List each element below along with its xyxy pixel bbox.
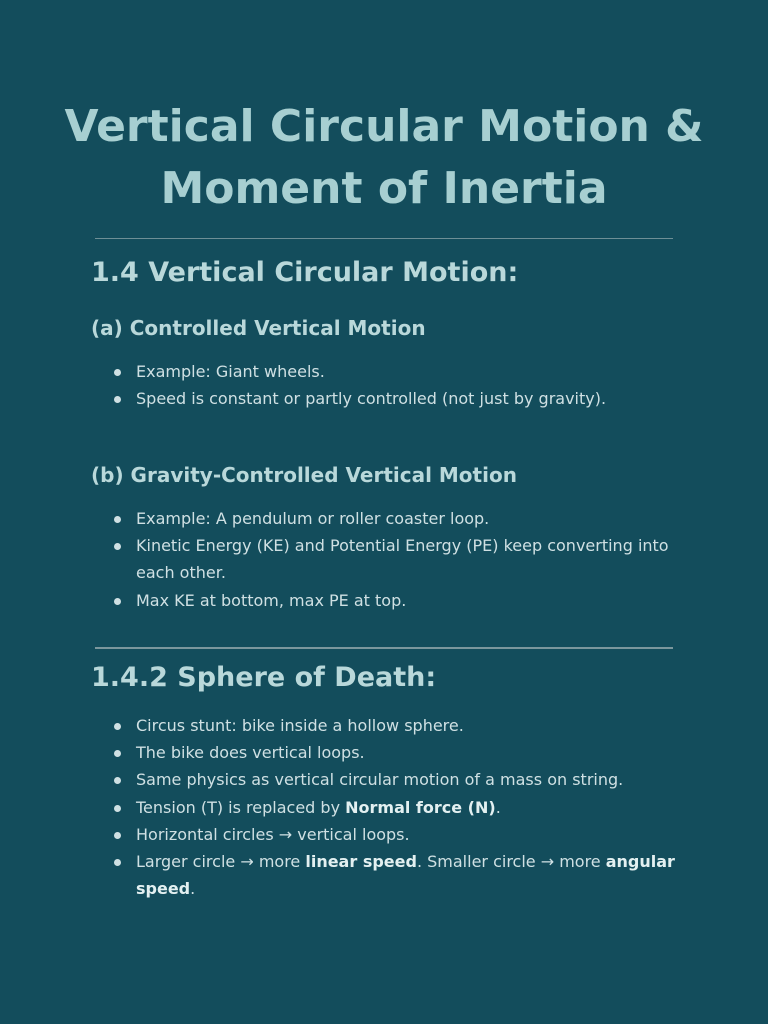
page-title: [0, 96, 768, 220]
list-item-text: The bike does vertical loops.: [136, 743, 365, 763]
list-item-text: Speed is constant or partly controlled (not just by gravity).: [136, 389, 607, 409]
bullet-icon: [114, 777, 121, 784]
title-line-2: Moment of Inertia: [160, 163, 608, 214]
list-item: [91, 587, 691, 614]
list-item: [91, 739, 691, 766]
list-item-text: Example: Giant wheels.: [136, 362, 325, 381]
controlled-motion-list: [91, 358, 691, 412]
list-item-text: Horizontal circles → vertical loops.: [136, 824, 410, 844]
list-item: [91, 712, 691, 739]
list-item-text: Example: A pendulum or roller coaster loop.: [136, 509, 490, 528]
bullet-icon: [114, 805, 121, 812]
section-heading-sphere-of-death: 1.4.2 Sphere of Death:: [91, 662, 437, 693]
list-item-text-pre: Larger circle → more: [136, 852, 306, 872]
divider: [95, 238, 673, 239]
list-item-text-pre: Tension (T) is replaced by: [136, 797, 346, 817]
list-item: [91, 766, 691, 793]
list-item-text-post: .: [190, 879, 196, 899]
list-item: [91, 358, 691, 385]
list-item-text: Same physics as vertical circular motion of a mass on string.: [136, 770, 624, 790]
title-line-1: Vertical Circular Motion &: [64, 101, 704, 152]
bullet-icon: [114, 723, 121, 730]
list-item: [91, 505, 691, 532]
divider: [95, 647, 673, 649]
bullet-icon: [114, 832, 121, 839]
bullet-icon: [114, 859, 121, 866]
bullet-icon: [114, 750, 121, 757]
list-item: [91, 821, 691, 848]
list-item-text-mid: . Smaller circle → more: [416, 852, 606, 872]
sphere-of-death-list: [91, 712, 691, 902]
bullet-icon: [114, 516, 121, 523]
angular-speed-term: angular speed: [136, 852, 675, 899]
list-item: [91, 532, 691, 586]
bullet-icon: [114, 396, 121, 403]
linear-speed-term: linear speed: [305, 852, 417, 872]
list-item-text-post: .: [495, 797, 501, 817]
list-item-text: Circus stunt: bike inside a hollow sphere.: [136, 716, 464, 735]
list-item-text: Kinetic Energy (KE) and Potential Energy (PE) keep converting into each other.: [136, 536, 669, 583]
bullet-icon: [114, 543, 121, 550]
list-item: [91, 848, 691, 902]
subsection-heading-controlled: (a) Controlled Vertical Motion: [91, 316, 426, 340]
bullet-icon: [114, 369, 121, 376]
gravity-motion-list: [91, 505, 691, 614]
list-item: [91, 385, 691, 412]
normal-force-term: Normal force (N): [345, 797, 496, 817]
section-heading-vertical-circular-motion: 1.4 Vertical Circular Motion:: [91, 257, 519, 288]
bullet-icon: [114, 598, 121, 605]
list-item-text: Max KE at bottom, max PE at top.: [136, 590, 407, 610]
list-item: [91, 794, 691, 821]
subsection-heading-gravity-controlled: (b) Gravity-Controlled Vertical Motion: [91, 463, 517, 487]
